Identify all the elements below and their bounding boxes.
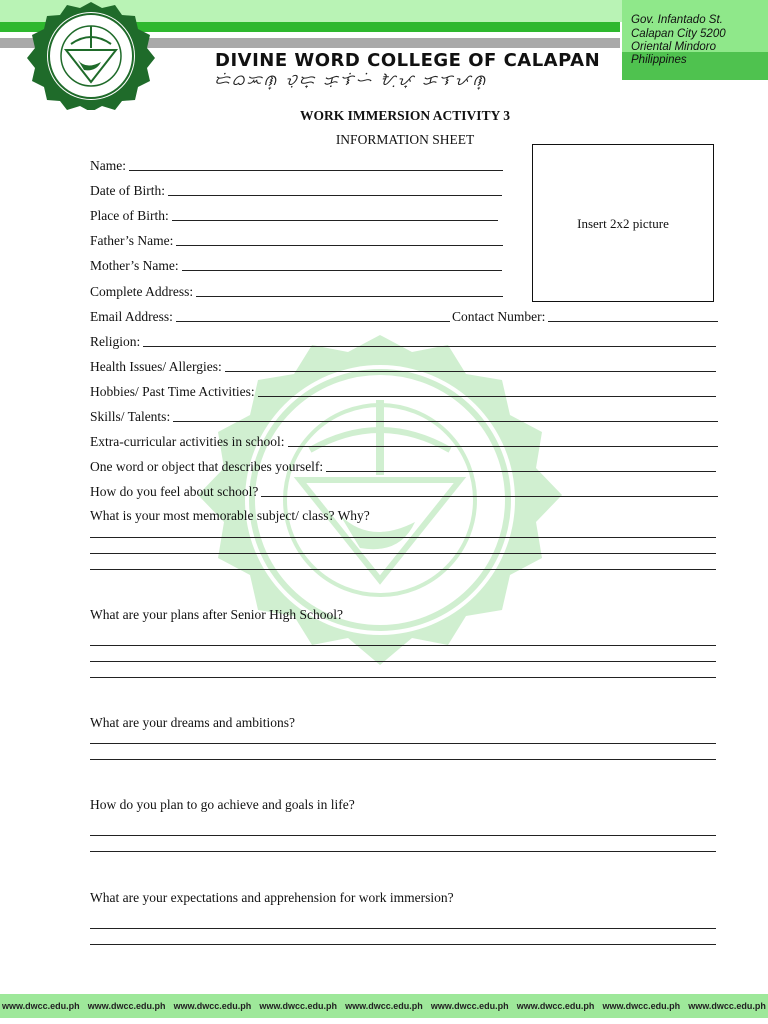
footer-link[interactable]: www.dwcc.edu.ph xyxy=(2,1001,80,1011)
dob-field[interactable] xyxy=(90,181,502,199)
page-title: WORK IMMERSION ACTIVITY 3 xyxy=(300,108,510,123)
answer-line[interactable] xyxy=(90,928,716,929)
footer-link[interactable]: www.dwcc.edu.ph xyxy=(87,1001,166,1011)
answer-line[interactable] xyxy=(90,661,716,662)
pob-line[interactable] xyxy=(172,206,498,221)
school-feel-label: How do you feel about school? xyxy=(90,484,259,499)
mother-line[interactable] xyxy=(182,256,502,271)
pob-label: Place of Birth: xyxy=(90,208,169,223)
skills-label: Skills/ Talents: xyxy=(90,409,171,424)
school-feel-line[interactable] xyxy=(261,482,718,497)
health-field[interactable] xyxy=(90,357,716,375)
footer-link[interactable]: www.dwcc.edu.ph xyxy=(688,1001,766,1011)
answer-line[interactable] xyxy=(90,743,716,744)
footer-link[interactable]: www.dwcc.edu.ph xyxy=(602,1001,681,1011)
email-line[interactable] xyxy=(176,307,450,322)
dreams-question: What are your dreams and ambitions? xyxy=(90,715,296,730)
footer-link[interactable]: www.dwcc.edu.ph xyxy=(430,1001,509,1011)
footer-link[interactable]: www.dwcc.edu.ph xyxy=(259,1001,338,1011)
dob-label: Date of Birth: xyxy=(90,183,165,198)
answer-line[interactable] xyxy=(90,835,716,836)
contact-line[interactable] xyxy=(548,307,718,322)
health-label: Health Issues/ Allergies: xyxy=(90,359,222,374)
one-word-field[interactable] xyxy=(90,457,716,475)
photo-placeholder-label: Insert 2x2 picture xyxy=(577,216,669,231)
email-field[interactable] xyxy=(90,307,450,325)
name-label: Name: xyxy=(90,158,126,173)
plans-question: What are your plans after Senior High School? xyxy=(90,607,344,622)
college-seal-icon xyxy=(26,0,156,110)
address-line: Philippines xyxy=(631,54,687,66)
address-label: Complete Address: xyxy=(90,284,194,299)
skills-field[interactable] xyxy=(90,407,718,425)
mother-field[interactable] xyxy=(90,256,502,274)
footer-link[interactable]: www.dwcc.edu.ph xyxy=(173,1001,252,1011)
extra-curricular-line[interactable] xyxy=(288,432,718,447)
hobbies-line[interactable] xyxy=(258,382,716,397)
answer-line[interactable] xyxy=(90,569,716,570)
one-word-line[interactable] xyxy=(326,457,716,472)
answer-line[interactable] xyxy=(90,537,716,538)
address-line: Oriental Mindoro xyxy=(631,41,717,53)
answer-line[interactable] xyxy=(90,851,716,852)
mother-label: Mother’s Name: xyxy=(90,258,179,273)
contact-label: Contact Number: xyxy=(452,309,546,324)
footer-link[interactable]: www.dwcc.edu.ph xyxy=(345,1001,423,1011)
expectations-question: What are your expectations and apprehension for work immersion? xyxy=(90,890,454,905)
memorable-question: What is your most memorable subject/ class? Why? xyxy=(90,508,370,523)
religion-field[interactable] xyxy=(90,332,716,350)
address-line: Gov. Infantado St. xyxy=(631,14,723,26)
answer-line[interactable] xyxy=(90,759,716,760)
footer-link[interactable]: www.dwcc.edu.ph xyxy=(516,1001,595,1011)
answer-line[interactable] xyxy=(90,553,716,554)
father-line[interactable] xyxy=(176,231,503,246)
school-name-script: ᜇᜒᜊᜁᜈ᜔ ᜏᜓᜇ᜔ ᜃᜓᜎᜒᜑᜒ ᜀᜓᜉ᜔ ᜃᜎᜉᜈ᜔ xyxy=(214,71,488,89)
hobbies-label: Hobbies/ Past Time Activities: xyxy=(90,384,255,399)
pob-field[interactable] xyxy=(90,206,498,224)
hobbies-field[interactable] xyxy=(90,382,716,400)
photo-placeholder[interactable] xyxy=(532,144,714,302)
school-name: DIVINE WORD COLLEGE OF CALAPAN xyxy=(215,50,601,71)
email-label: Email Address: xyxy=(90,309,173,324)
goals-question: How do you plan to go achieve and goals in life? xyxy=(90,797,355,812)
one-word-label: One word or object that describes yourself: xyxy=(90,459,324,474)
religion-label: Religion: xyxy=(90,334,141,349)
answer-line[interactable] xyxy=(90,944,716,945)
father-field[interactable] xyxy=(90,231,503,249)
address-block xyxy=(622,0,768,80)
father-label: Father’s Name: xyxy=(90,233,174,248)
dob-line[interactable] xyxy=(168,181,502,196)
answer-line[interactable] xyxy=(90,645,716,646)
address-line[interactable] xyxy=(196,282,503,297)
extra-curricular-label: Extra-curricular activities in school: xyxy=(90,434,285,449)
contact-field[interactable] xyxy=(452,307,718,325)
address-line: Calapan City 5200 xyxy=(631,28,726,40)
skills-line[interactable] xyxy=(173,407,718,422)
extra-curricular-field[interactable] xyxy=(90,432,718,450)
name-field[interactable] xyxy=(90,156,503,174)
school-feel-field[interactable] xyxy=(90,482,718,500)
name-line[interactable] xyxy=(129,156,503,171)
religion-line[interactable] xyxy=(143,332,716,347)
address-field[interactable] xyxy=(90,282,503,300)
health-line[interactable] xyxy=(225,357,716,372)
answer-line[interactable] xyxy=(90,677,716,678)
page-subtitle: INFORMATION SHEET xyxy=(335,132,475,147)
footer-band xyxy=(0,994,768,1018)
